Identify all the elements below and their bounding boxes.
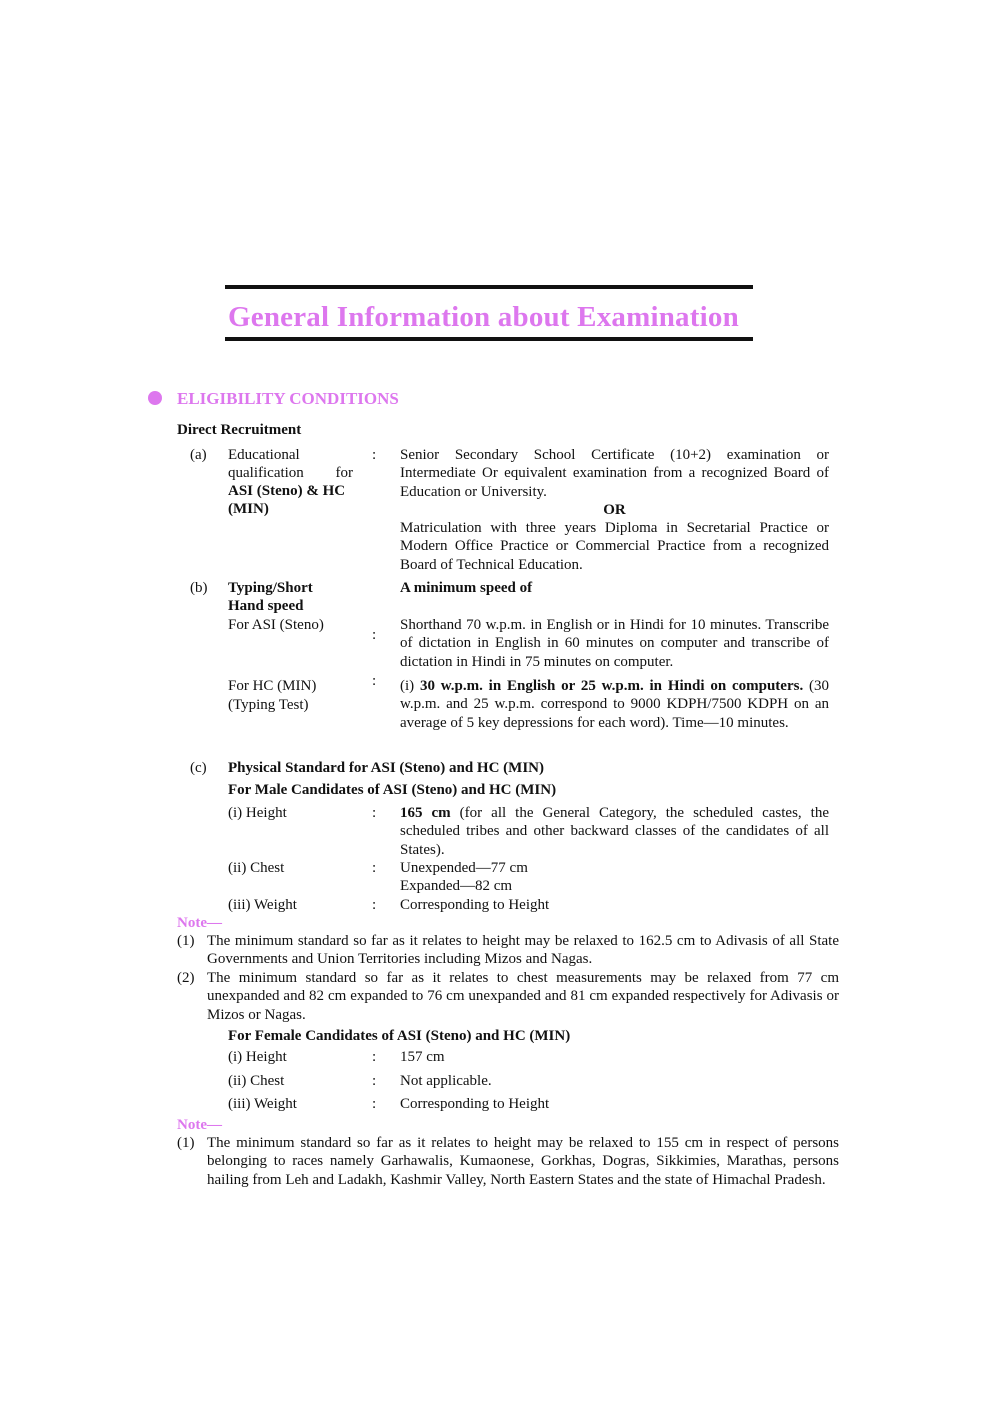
hc-value bbox=[400, 677, 829, 732]
note-number: (2) bbox=[177, 970, 195, 986]
item-letter-a: (a) bbox=[190, 447, 207, 463]
title-top-rule bbox=[225, 285, 753, 289]
hc-label: For HC (MIN) bbox=[228, 678, 317, 694]
colon: : bbox=[372, 1073, 377, 1089]
item-a-or: OR bbox=[603, 502, 626, 518]
female-height-label: (i) Height bbox=[228, 1049, 287, 1065]
male-chest-value: Unexpended—77 cm bbox=[400, 860, 528, 876]
male-weight-label: (iii) Weight bbox=[228, 897, 297, 913]
colon: : bbox=[372, 860, 377, 876]
item-c-heading: Physical Standard for ASI (Steno) and HC (MIN) bbox=[228, 760, 545, 776]
hc-prefix: (i) bbox=[400, 678, 420, 694]
colon: : bbox=[372, 627, 377, 643]
asi-label: For ASI (Steno) bbox=[228, 617, 324, 633]
note-text: The minimum standard so far as it relates to chest measurements may be relaxed from 77 cm unexpanded and 82 cm expanded to 76 cm unexpanded and 81 cm expanded respectively for Adivasis or Mizos or Nagas. bbox=[207, 970, 839, 1023]
item-b-label: Typing/Short Hand speed bbox=[228, 580, 313, 615]
colon: : bbox=[372, 447, 377, 463]
subheading: Direct Recruitment bbox=[177, 422, 302, 438]
colon: : bbox=[372, 1096, 377, 1112]
female-height-value: 157 cm bbox=[400, 1049, 445, 1065]
asi-value: Shorthand 70 w.p.m. in English or in Hindi for 10 minutes. Transcribe of dictation in English in 60 minutes on computer and transcribe of dictation in Hindi in 75 minutes on computer. bbox=[400, 617, 829, 670]
page-title: General Information about Examination bbox=[228, 301, 739, 333]
note-text: The minimum standard so far as it relates to height may be relaxed to 155 cm in respect of persons belonging to races namely Garhawalis, Kumaonese, Gorkhas, Dogras, Sikkimies, Marathas, persons hailing from Leh and Ladakh, Kashmir Valley, North Eastern States and the state of Himachal Pradesh. bbox=[207, 1135, 839, 1188]
section-heading: ELIGIBILITY CONDITIONS bbox=[177, 389, 399, 408]
hc-label-sub: (Typing Test) bbox=[228, 697, 309, 713]
title-bottom-rule bbox=[225, 337, 753, 341]
item-a-value: Senior Secondary School Certificate (10+2) examination or Intermediate Or equivalent examination from a recognized Board of Education or University. bbox=[400, 447, 829, 500]
colon: : bbox=[372, 897, 377, 913]
female-chest-value: Not applicable. bbox=[400, 1073, 492, 1089]
item-a-value-alt: Matriculation with three years Diploma in Secretarial Practice or Modern Office Practice or Commercial Practice from a recognized Board of Technical Education. bbox=[400, 520, 829, 573]
item-letter-b: (b) bbox=[190, 580, 208, 596]
female-weight-value: Corresponding to Height bbox=[400, 1096, 550, 1112]
male-height-label: (i) Height bbox=[228, 805, 287, 821]
item-letter-c: (c) bbox=[190, 760, 207, 776]
note-label: Note— bbox=[177, 1117, 222, 1133]
male-chest-value2: Expanded—82 cm bbox=[400, 878, 513, 894]
note-number: (1) bbox=[177, 1135, 195, 1151]
item-b-intro: A minimum speed of bbox=[400, 580, 533, 596]
female-chest-label: (ii) Chest bbox=[228, 1073, 285, 1089]
note-label: Note— bbox=[177, 915, 222, 931]
hc-rest: (30 w.p.m. and 25 w.p.m. correspond to 9000 KDPH/7500 KDPH on an average of 5 key depressions for each word). Time—10 minutes. bbox=[400, 678, 829, 731]
colon: : bbox=[372, 673, 377, 689]
female-heading: For Female Candidates of ASI (Steno) and HC (MIN) bbox=[228, 1028, 571, 1044]
male-height-text: (for all the General Category, the scheduled castes, the scheduled tribes and other backward classes of the candidates of all States). bbox=[400, 805, 829, 858]
hc-bold: 30 w.p.m. in English or 25 w.p.m. in Hindi on computers. bbox=[419, 678, 804, 694]
note-number: (1) bbox=[177, 933, 195, 949]
colon: : bbox=[372, 1049, 377, 1065]
male-weight-value: Corresponding to Height bbox=[400, 897, 550, 913]
male-chest-label: (ii) Chest bbox=[228, 860, 285, 876]
item-a-label: Educational qualification for bbox=[228, 447, 353, 482]
note-text: The minimum standard so far as it relates to height may be relaxed to 162.5 cm to Adivasis of all State Governments and Union Territories including Mizos and Nagas. bbox=[207, 933, 839, 968]
male-heading: For Male Candidates of ASI (Steno) and HC (MIN) bbox=[228, 782, 557, 798]
male-height-bold: 165 cm bbox=[400, 805, 451, 821]
colon: : bbox=[372, 805, 377, 821]
bullet-icon bbox=[148, 391, 162, 405]
male-height-value bbox=[400, 804, 829, 859]
item-a-label-bold: ASI (Steno) & HC (MIN) bbox=[228, 483, 346, 518]
female-weight-label: (iii) Weight bbox=[228, 1096, 297, 1112]
